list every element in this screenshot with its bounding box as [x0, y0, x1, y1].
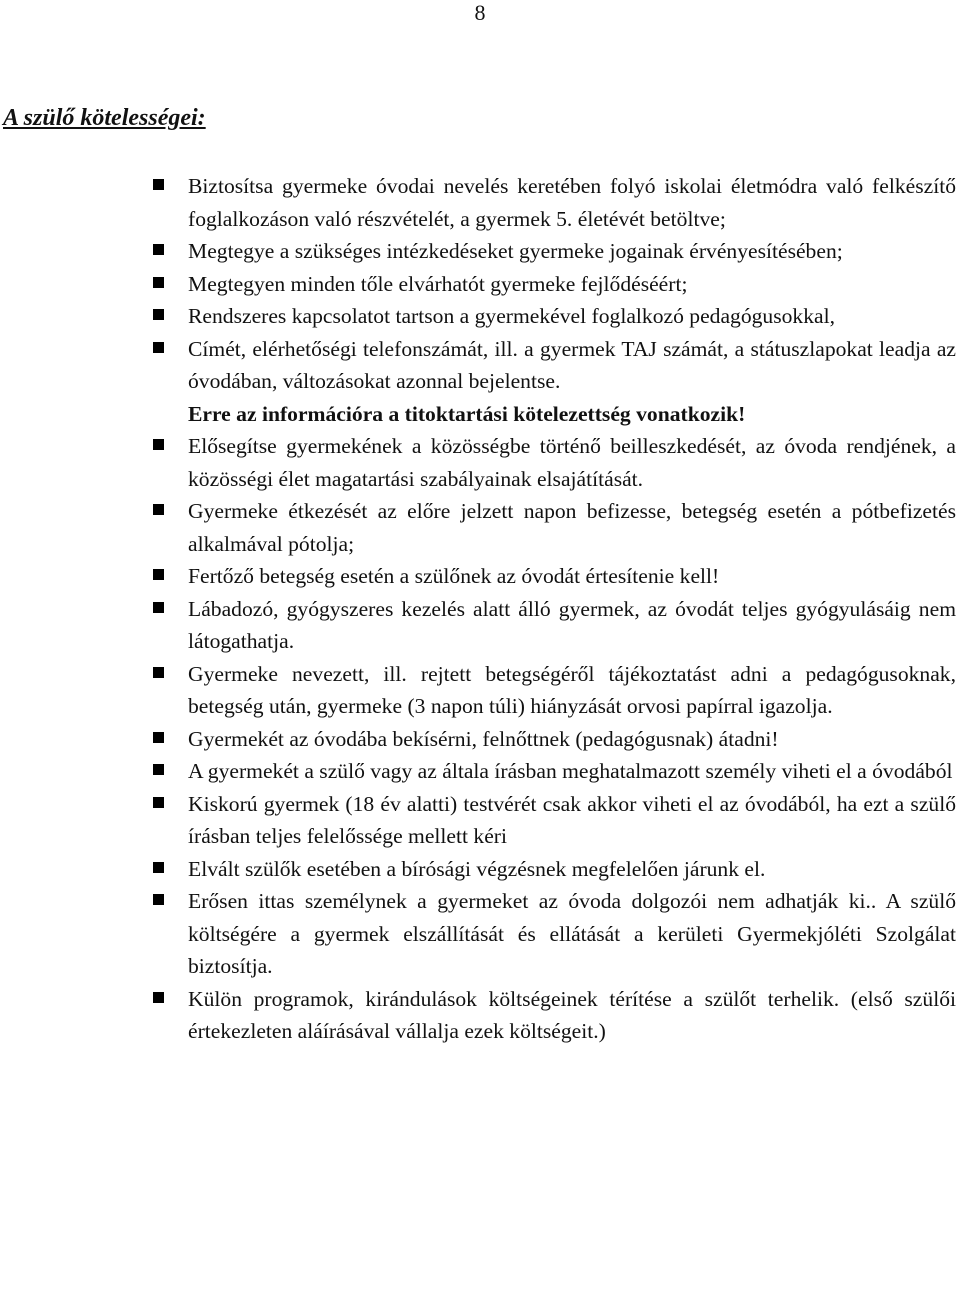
square-bullet-icon: [153, 862, 164, 873]
square-bullet-icon: [153, 309, 164, 320]
list-item-text: Címét, elérhetőségi telefonszámát, ill. a gyermek TAJ számát, a státuszlapokat leadja az óvodában, változásokat azonnal bejelentse.: [188, 336, 956, 393]
list-item: [0, 300, 960, 333]
list-item-text: Erősen ittas személynek a gyermeket az óvoda dolgozói nem adhatják ki.. A szülő költségére a gyermek elszállítását és ellátását a kerületi Gyermekjóléti Szolgálat biztosítja.: [188, 889, 956, 978]
list-item-text: Rendszeres kapcsolatot tartson a gyermekével foglalkozó pedagógusokkal,: [188, 304, 836, 328]
list-item-text: Elvált szülők esetében a bírósági végzésnek megfelelően járunk el.: [188, 856, 766, 881]
list-item-text: Gyermekét az óvodába bekísérni, felnőttnek (pedagógusnak) átadni!: [188, 726, 779, 751]
list-item: [0, 788, 960, 853]
square-bullet-icon: [153, 992, 164, 1003]
list-item: [0, 235, 960, 268]
list-item-text: Biztosítsa gyermeke óvodai nevelés keretében folyó iskolai életmódra való felkészítő foglalkozáson való részvételét, a gyermek 5. életévét betöltve;: [188, 174, 956, 231]
list-item: [0, 170, 960, 235]
list-item: [0, 495, 960, 560]
square-bullet-icon: [153, 894, 164, 905]
list-item: [0, 723, 960, 756]
list-item: [0, 755, 960, 788]
square-bullet-icon: [153, 667, 164, 678]
square-bullet-icon: [153, 342, 164, 353]
list-item: [0, 593, 960, 658]
square-bullet-icon: [153, 602, 164, 613]
square-bullet-icon: [153, 764, 164, 775]
list-item-text: Megtegyen minden tőle elvárhatót gyermeke fejlődéséért;: [188, 271, 688, 296]
list-item: [0, 885, 960, 983]
list-item: [0, 560, 960, 593]
list-item-text: Gyermeke nevezett, ill. rejtett betegségéről tájékoztatást adni a pedagógusoknak, betegség után, gyermeke (3 napon túli) hiányzását orvosi papírral igazolja.: [188, 661, 956, 718]
section-heading: A szülő kötelességei:: [3, 105, 206, 131]
list-item: [0, 983, 960, 1048]
square-bullet-icon: [153, 504, 164, 515]
square-bullet-icon: [153, 797, 164, 808]
list-item: [0, 430, 960, 495]
square-bullet-icon: [153, 569, 164, 580]
square-bullet-icon: [153, 244, 164, 255]
list-item: [0, 333, 960, 431]
list-item-text: Lábadozó, gyógyszeres kezelés alatt álló gyermek, az óvodát teljes gyógyulásáig nem látogathatja.: [188, 596, 956, 653]
duty-list: [0, 170, 960, 1048]
square-bullet-icon: [153, 439, 164, 450]
page-number: 8: [474, 0, 486, 25]
confidentiality-note: Erre az információra a titoktartási kötelezettség vonatkozik!: [188, 401, 746, 426]
list-item-text: Külön programok, kirándulások költségeinek térítése a szülőt terhelik. (első szülői értekezleten aláírásával vállalja ezek költségeit.): [188, 986, 956, 1043]
list-item-text: Gyermeke étkezését az előre jelzett napon befizesse, betegség esetén a pótbefizetés alkalmával pótolja;: [188, 499, 956, 556]
list-item: [0, 853, 960, 886]
square-bullet-icon: [153, 179, 164, 190]
list-item-text: Megtegye a szükséges intézkedéseket gyermeke jogainak érvényesítésében;: [188, 239, 843, 263]
square-bullet-icon: [153, 732, 164, 743]
list-item: [0, 268, 960, 301]
square-bullet-icon: [153, 277, 164, 288]
list-item-text: Fertőző betegség esetén a szülőnek az óvodát értesítenie kell!: [188, 564, 720, 588]
list-item-text: Elősegítse gyermekének a közösségbe történő beilleszkedését, az óvoda rendjének, a közösségi élet magatartási szabályainak elsajátítását.: [188, 434, 956, 491]
list-item: [0, 658, 960, 723]
list-item-text: Kiskorú gyermek (18 év alatti) testvérét csak akkor viheti el az óvodából, ha ezt a szülő írásban teljes felelőssége mellett kéri: [188, 791, 956, 848]
list-item-text: A gyermekét a szülő vagy az általa írásban meghatalmazott személy viheti el a óvodából: [188, 759, 953, 783]
